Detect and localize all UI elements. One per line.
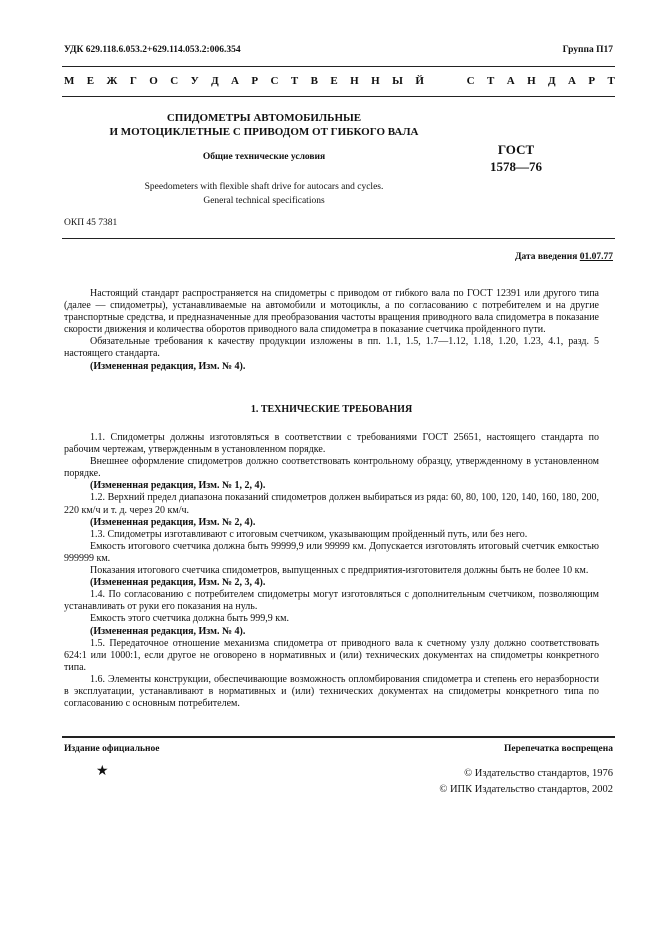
banner-letter: Н <box>371 75 380 87</box>
title-line-2: И МОТОЦИКЛЕТНЫЕ С ПРИВОДОМ ОТ ГИБКОГО ВАЛА <box>109 126 419 138</box>
intro-paragraph: Настоящий стандарт распространяется на спидометры с приводом от гибкого вала по ГОСТ 12391 или другого типа (далее — спидометры), устанавливаемые на автомобили и мотоциклы, а по согласованию с потребителем и на другие транспортные средства, и предназначенные для преобразования частоты вращения приводного вала спидометра в показание скорости движения и количества оборотов приводного вала спидометра в показание счетчика пройденного пути. <box>64 288 599 336</box>
document-title <box>64 111 464 139</box>
section-1-body <box>64 432 599 710</box>
banner-letter: Е <box>330 75 338 87</box>
title-line-1: СПИДОМЕТРЫ АВТОМОБИЛЬНЫЕ <box>166 112 362 124</box>
banner-spacer <box>436 75 439 87</box>
banner-letter: Ы <box>392 75 403 87</box>
banner-letter: А <box>231 75 239 87</box>
banner-letter: С <box>270 75 279 87</box>
clause-1-1-b: Внешнее оформление спидометров должно соответствовать контрольному образцу, утвержденному в установленном порядке. <box>64 456 599 480</box>
clause-1-1: 1.1. Спидометры должны изготовляться в соответствии с требованиями ГОСТ 25651, настоящего стандарта по рабочим чертежам, утвержденным в установленном порядке. <box>64 432 599 456</box>
clause-1-3-b: Емкость итогового счетчика должна быть 99999,9 или 99999 км. Допускается изготовлять итоговый счетчик емкостью 999999 км. <box>64 540 599 564</box>
official-edition-label: Издание официальное <box>64 744 160 754</box>
banner-letter: У <box>190 75 199 87</box>
banner-letter: Н <box>527 75 536 87</box>
banner-spacer <box>451 75 454 87</box>
gost-label: ГОСТ <box>497 142 535 157</box>
revision-note: (Измененная редакция, Изм. № 2, 4). <box>90 516 256 528</box>
star-icon: ★ <box>96 764 109 779</box>
banner-letter: Р <box>588 75 596 87</box>
clause-1-2: 1.2. Верхний предел диапазона показаний спидометров должен выбираться из ряда: 60, 80, 100, 120, 140, 160, 180, 200, 220 км/ч и т. д. через 20 км/ч. <box>64 492 599 516</box>
okp-code: ОКП 45 7381 <box>64 218 118 228</box>
footer-rule <box>62 736 615 738</box>
okp-rule <box>62 238 615 239</box>
clause-1-6: 1.6. Элементы конструкции, обеспечивающие возможность опломбирования спидометра и степень его неразборности в эксплуатации, устанавливают в нормативных и (или) технических документах на спидометры конкретного типа по согласованию с основным потребителем. <box>64 673 599 710</box>
clause-1-5: 1.5. Передаточное отношение механизма спидометра от приводного вала к счетному узлу должно соответствовать 624:1 или 1000:1, если другое не оговорено в нормативных и (или) технических документах на спидометры конкретного типа. <box>64 637 599 673</box>
copyright-line-2: © ИПК Издательство стандартов, 2002 <box>439 784 613 795</box>
banner-letter: Г <box>129 75 137 87</box>
document-subtitle: Общие технические условия <box>202 152 326 162</box>
gost-designation <box>456 141 576 175</box>
udk-code: УДК 629.118.6.053.2+629.114.053.2:006.354 <box>64 45 241 55</box>
banner-letter: А <box>506 75 515 87</box>
english-title-line-1: Speedometers with flexible shaft drive for autocars and cycles. <box>144 182 384 192</box>
banner-letter: Е <box>86 75 95 87</box>
banner-letter: Д <box>548 75 556 87</box>
english-title-line-2: General technical specifications <box>203 196 325 206</box>
banner-letter: С <box>466 75 475 87</box>
banner-letter: В <box>310 75 318 87</box>
header-rule-bottom <box>62 96 615 97</box>
date-value: 01.07.77 <box>579 252 613 262</box>
clause-1-4: 1.4. По согласованию с потребителем спидометры могут изготовляться с дополнительным счетчиком, позволяющим устанавливать от руки его показания на нуль. <box>64 589 599 613</box>
revision-note: (Измененная редакция, Изм. № 2, 3, 4). <box>90 577 266 589</box>
revision-note: (Измененная редакция, Изм. № 4). <box>90 625 246 637</box>
intro-paragraph: Обязательные требования к качеству продукции изложены в пп. 1.1, 1.5, 1.7—1.12, 1.18, 1.20, 1.23, 4.1, разд. 5 настоящего стандарта. <box>64 336 599 360</box>
revision-note: (Измененная редакция, Изм. № 4). <box>90 360 246 372</box>
banner-letter: М <box>64 75 75 87</box>
banner-letter: Ж <box>106 75 118 87</box>
gost-number: 1578—76 <box>490 159 542 174</box>
banner-letter: А <box>568 75 576 87</box>
clause-1-3-c: Показания итогового счетчика спидометров, выпущенных с предприятия-изготовителя должны быть не более 10 км. <box>90 565 589 577</box>
header-rule-top <box>62 66 615 67</box>
banner-letter: С <box>170 75 179 87</box>
banner-letter: Т <box>486 75 495 87</box>
banner-letter: Т <box>290 75 299 87</box>
intro-block <box>64 288 599 373</box>
reprint-prohibited-label: Перепечатка воспрещена <box>503 744 613 754</box>
copyright-line-1: © Издательство стандартов, 1976 <box>464 768 613 779</box>
clause-1-3: 1.3. Спидометры изготавливают с итоговым счетчиком, указывающим пройденный путь, или без него. <box>90 528 528 540</box>
banner-letter: Д <box>211 75 219 87</box>
banner-letter: Й <box>415 75 424 87</box>
banner-letter: О <box>149 75 158 87</box>
group-code: Группа П17 <box>562 45 613 55</box>
english-title <box>64 180 464 208</box>
section-heading: 1. ТЕХНИЧЕСКИЕ ТРЕБОВАНИЯ <box>250 404 413 415</box>
revision-note: (Измененная редакция, Изм. № 1, 2, 4). <box>90 480 266 492</box>
banner-letter: Р <box>251 75 259 87</box>
banner-letter: Т <box>607 75 615 87</box>
standard-type-banner <box>64 75 615 87</box>
banner-letter: Н <box>350 75 359 87</box>
effective-date <box>515 252 613 262</box>
clause-1-4-b: Емкость этого счетчика должна быть 999,9 км. <box>90 613 289 625</box>
date-label: Дата введения <box>514 252 580 262</box>
